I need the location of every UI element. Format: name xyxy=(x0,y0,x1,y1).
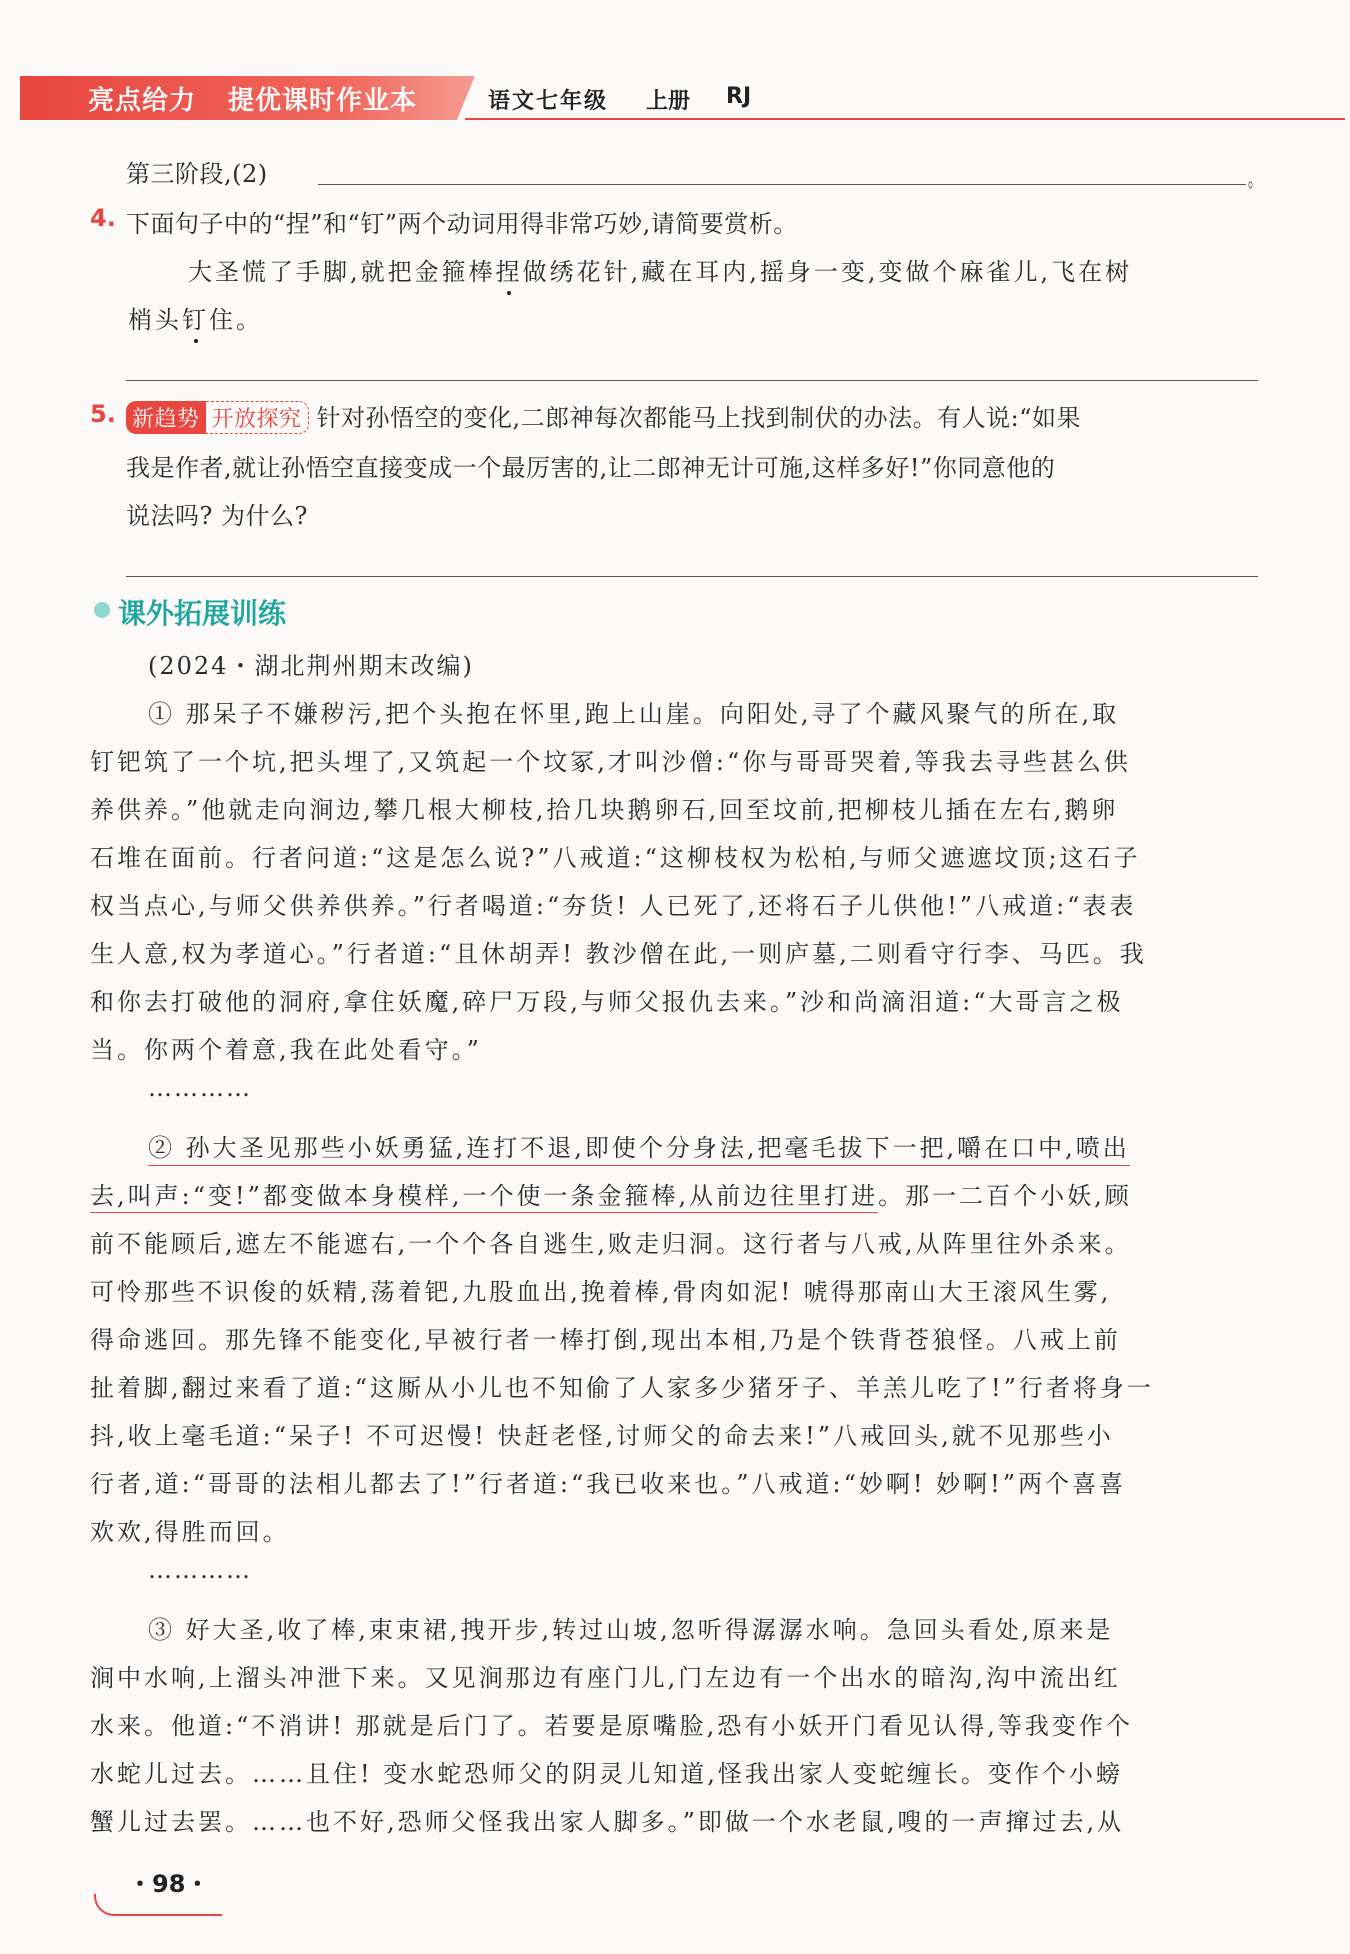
page-number: ・98・ xyxy=(128,1870,210,1898)
passage-p3-line: 水蛇儿过去。……且住! 变水蛇恐师父的阴灵儿知道,怪我出家人变蛇缠长。变作个小螃 xyxy=(90,1760,1123,1788)
new-trend-badge: 新趋势 xyxy=(126,401,206,434)
passage-p3-line: ③ 好大圣,收了棒,束束裙,拽开步,转过山坡,忽听得潺潺水响。急回头看处,原来是 xyxy=(148,1616,1114,1644)
q4-quote-line-2 xyxy=(128,300,263,335)
passage-p2-line xyxy=(90,1176,1132,1211)
open-inquiry-badge: 开放探究 xyxy=(206,401,309,434)
passage-p1-line: 权当点心,与师父供养供养。”行者喝道:“夯货! 人已死了,还将石子儿供他!”八戒道:“表表 xyxy=(90,892,1137,920)
q4-quote-text: 大圣慌了手脚,就把金箍棒 xyxy=(188,258,496,286)
passage-p2-line: 扯着脚,翻过来看了道:“这厮从小儿也不知偷了人家多少猪牙子、羊羔儿吃了!”行者将身一 xyxy=(90,1374,1154,1402)
passage-p1-line: 石堆在面前。行者问道:“这是怎么说?”八戒道:“这柳枝权为松柏,与师父遮遮坟顶;这石子 xyxy=(90,844,1141,872)
q4-quote-line-1 xyxy=(188,252,1132,287)
passage-p2-underlined: 去,叫声:“变!”都变做本身模样,一个使一条金箍棒,从前边往里打进 xyxy=(90,1182,878,1213)
q4-quote-text: 梢头 xyxy=(128,306,182,334)
q4-emphasis-nie: 捏 xyxy=(496,252,523,287)
passage-p1-line: 生人意,权为孝道心。”行者道:“且休胡弄! 教沙僧在此,一则庐墓,二则看守行李、马匹。我 xyxy=(90,940,1147,968)
q4-prompt: 下面句子中的“捏”和“钉”两个动词用得非常巧妙,请简要赏析。 xyxy=(126,210,798,238)
passage-source: (2024・湖北荆州期末改编) xyxy=(148,652,474,680)
passage-ellipsis: ………… xyxy=(148,1074,252,1102)
passage-p1-line: 钉钯筑了一个坑,把头埋了,又筑起一个坟冢,才叫沙僧:“你与哥哥哭着,等我去寻些甚么供 xyxy=(90,748,1131,776)
passage-p1-line: 养供养。”他就走向涧边,攀几根大柳枝,拾几块鹅卵石,回至坟前,把柳枝儿插在左右,鹅卵 xyxy=(90,796,1119,824)
passage-p1-line: ① 那呆子不嫌秽污,把个头抱在怀里,跑上山崖。向阳处,寻了个藏风聚气的所在,取 xyxy=(148,700,1120,728)
q4-answer-line[interactable] xyxy=(126,380,1258,381)
passage-p1-line: 当。你两个着意,我在此处看守。” xyxy=(90,1036,482,1064)
passage-p2-text: 。那一二百个小妖,顾 xyxy=(878,1182,1132,1210)
q3-end-mark: 。 xyxy=(1248,164,1262,192)
header-subject: 语文七年级 xyxy=(488,89,609,114)
passage-p2-line: 得命逃回。那先锋不能变化,早被行者一棒打倒,现出本相,乃是个铁背苍狼怪。八戒上前 xyxy=(90,1326,1121,1354)
q5-line-1 xyxy=(126,398,1081,434)
q3-answer-line[interactable] xyxy=(318,184,1246,185)
passage-p3-line: 水来。他道:“不消讲! 那就是后门了。若要是原嘴脸,恐有小妖开门看见认得,等我变作个 xyxy=(90,1712,1133,1740)
q5-line-2: 我是作者,就让孙悟空直接变成一个最厉害的,让二郎神无计可施,这样多好!”你同意他的 xyxy=(126,454,1056,482)
header-volume: 上册 xyxy=(646,89,691,114)
passage-p1-line: 和你去打破他的洞府,拿住妖魔,碎尸万段,与师父报仇去来。”沙和尚滴泪道:“大哥言之极 xyxy=(90,988,1124,1016)
passage-p2-line: 欢欢,得胜而回。 xyxy=(90,1518,290,1546)
passage-p2-line: 前不能顾后,遮左不能遮右,一个个各自逃生,败走归洞。这行者与八戒,从阵里往外杀来。 xyxy=(90,1230,1132,1258)
q5-text: 针对孙悟空的变化,二郎神每次都能马上找到制伏的办法。有人说:“如果 xyxy=(316,404,1082,432)
page-header xyxy=(20,76,1336,120)
header-brand: 亮点给力 xyxy=(88,86,197,116)
header-edition: RJ xyxy=(726,84,752,109)
section-title: 课外拓展训练 xyxy=(118,597,287,630)
passage-p2-line: 行者,道:“哥哥的法相儿都去了!”行者道:“我已收来也。”八戒道:“妙啊! 妙啊!”两个喜喜 xyxy=(90,1470,1127,1498)
q5-number: 5. xyxy=(90,400,116,428)
section-bullet-icon xyxy=(94,602,110,618)
q5-line-3: 说法吗? 为什么? xyxy=(126,502,308,530)
q4-quote-text: 住。 xyxy=(209,306,263,334)
q5-answer-line[interactable] xyxy=(126,576,1258,577)
header-book-title: 提优课时作业本 xyxy=(228,86,418,116)
q4-quote-text: 做绣花针,藏在耳内,摇身一变,变做个麻雀儿,飞在树 xyxy=(522,258,1133,286)
passage-p2-underlined: ② 孙大圣见那些小妖勇猛,连打不退,即使个分身法,把毫毛拔下一把,嚼在口中,喷出 xyxy=(148,1128,1130,1166)
passage-p3-line: 蟹儿过去罢。……也不好,恐师父怪我出家人脚多。”即做一个水老鼠,嗖的一声撺过去,从 xyxy=(90,1808,1125,1836)
q3-stage3-label: 第三阶段,(2) xyxy=(126,160,268,188)
passage-p2-line: 可怜那些不识俊的妖精,荡着钯,九股血出,挽着棒,骨肉如泥! 唬得那南山大王滚风生雾, xyxy=(90,1278,1112,1306)
passage-p3-line: 涧中水响,上溜头冲泄下来。又见涧那边有座门儿,门左边有一个出水的暗沟,沟中流出红 xyxy=(90,1664,1121,1692)
q4-emphasis-ding: 钉 xyxy=(182,300,209,335)
header-rule xyxy=(465,118,1345,120)
q4-number: 4. xyxy=(90,204,116,232)
passage-p2-line: 抖,收上毫毛道:“呆子! 不可迟慢! 快赶老怪,讨师父的命去来!”八戒回头,就不见那些小 xyxy=(90,1422,1114,1450)
passage-ellipsis: ………… xyxy=(148,1556,252,1584)
